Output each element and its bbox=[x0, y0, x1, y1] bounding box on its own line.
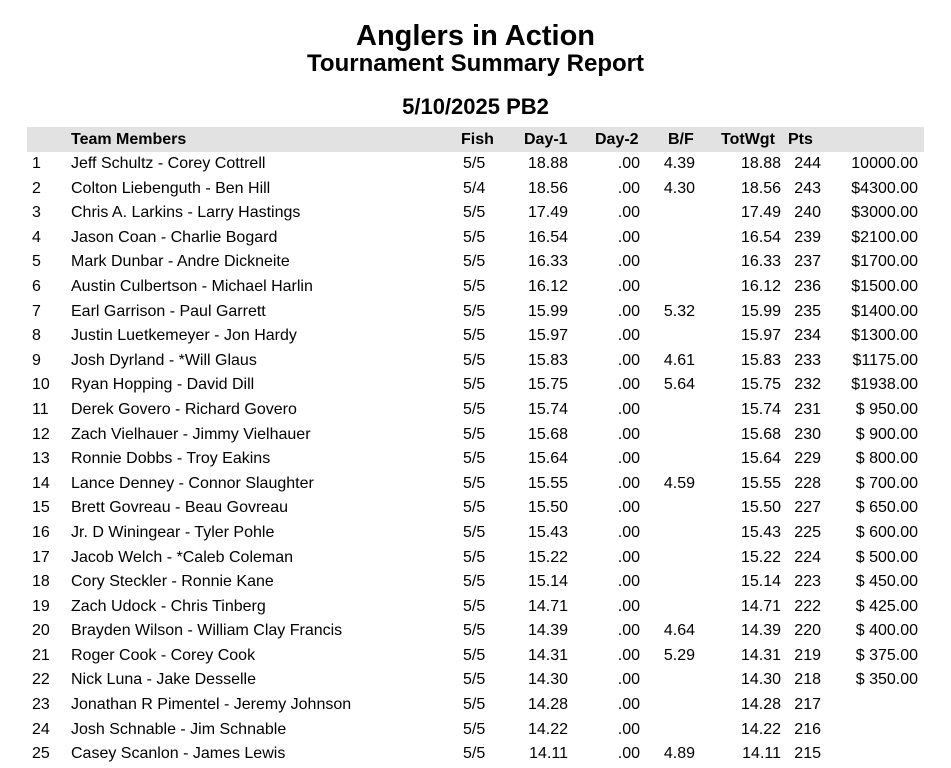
points-cell: 237 bbox=[794, 253, 821, 271]
place-cell: 22 bbox=[32, 671, 50, 689]
day1-weight-cell: 15.99 bbox=[527, 302, 568, 320]
points-cell: 244 bbox=[794, 155, 821, 172]
total-weight-cell: 15.83 bbox=[740, 351, 781, 369]
day2-weight-cell: .00 bbox=[617, 523, 640, 541]
place-cell: 10 bbox=[32, 376, 50, 394]
place-cell: 16 bbox=[32, 523, 50, 541]
total-weight-cell: 15.43 bbox=[740, 523, 781, 541]
team-members-cell: Lance Denney - Connor Slaughter bbox=[71, 474, 314, 492]
fish-cell: 5/4 bbox=[463, 179, 486, 197]
fish-cell: 5/5 bbox=[463, 277, 486, 295]
points-cell: 215 bbox=[794, 745, 821, 763]
team-members-cell: Zach Vielhauer - Jimmy Vielhauer bbox=[71, 425, 311, 443]
place-cell: 7 bbox=[32, 302, 41, 320]
table-row bbox=[0, 373, 951, 398]
day1-weight-cell: 15.83 bbox=[527, 351, 568, 369]
day1-weight-cell: 16.54 bbox=[527, 228, 568, 246]
fish-cell: 5/5 bbox=[463, 474, 486, 492]
table-row bbox=[0, 226, 951, 251]
day1-weight-cell: 14.31 bbox=[527, 646, 568, 664]
day1-weight-cell: 14.30 bbox=[527, 671, 568, 689]
big-fish-cell: 4.30 bbox=[663, 179, 695, 197]
table-row bbox=[0, 668, 951, 693]
points-cell: 218 bbox=[794, 671, 821, 689]
big-fish-cell: 4.64 bbox=[663, 622, 695, 640]
table-row bbox=[0, 644, 951, 669]
column-header-day2: Day-2 bbox=[595, 131, 639, 148]
place-cell: 9 bbox=[32, 351, 41, 369]
day1-weight-cell: 16.33 bbox=[527, 253, 568, 271]
total-weight-cell: 15.64 bbox=[740, 450, 781, 468]
day2-weight-cell: .00 bbox=[617, 302, 640, 320]
day2-weight-cell: .00 bbox=[617, 671, 640, 689]
total-weight-cell: 15.14 bbox=[740, 573, 781, 591]
team-members-cell: Justin Luetkemeyer - Jon Hardy bbox=[71, 327, 297, 345]
day2-weight-cell: .00 bbox=[617, 573, 640, 591]
day1-weight-cell: 15.68 bbox=[527, 425, 568, 443]
table-row bbox=[0, 201, 951, 226]
day2-weight-cell: .00 bbox=[617, 400, 640, 418]
day2-weight-cell: .00 bbox=[617, 474, 640, 492]
table-row bbox=[0, 496, 951, 521]
points-cell: 230 bbox=[794, 425, 821, 443]
prize-cell: $ 450.00 bbox=[855, 573, 918, 591]
day2-weight-cell: .00 bbox=[617, 179, 640, 197]
prize-cell: $1400.00 bbox=[851, 302, 918, 320]
place-cell: 2 bbox=[32, 179, 41, 197]
event-date-label: 5/10/2025 PB2 bbox=[402, 94, 549, 119]
total-weight-cell: 15.99 bbox=[740, 302, 781, 320]
table-row bbox=[0, 423, 951, 448]
points-cell: 224 bbox=[794, 548, 821, 566]
total-weight-cell: 14.11 bbox=[742, 745, 781, 763]
day2-weight-cell: .00 bbox=[617, 376, 640, 394]
day2-weight-cell: .00 bbox=[617, 646, 640, 664]
points-cell: 229 bbox=[794, 450, 821, 468]
fish-cell: 5/5 bbox=[463, 450, 486, 468]
total-weight-cell: 15.74 bbox=[740, 400, 781, 418]
table-row bbox=[0, 595, 951, 620]
total-weight-cell: 14.30 bbox=[740, 671, 781, 689]
day2-weight-cell: .00 bbox=[617, 450, 640, 468]
total-weight-cell: 16.54 bbox=[740, 228, 781, 246]
table-row bbox=[0, 177, 951, 202]
table-row bbox=[0, 521, 951, 546]
team-members-cell: Roger Cook - Corey Cook bbox=[71, 646, 256, 664]
place-cell: 15 bbox=[32, 499, 50, 517]
team-members-cell: Josh Dyrland - *Will Glaus bbox=[71, 351, 257, 369]
table-row bbox=[0, 152, 951, 177]
column-header-totwgt: TotWgt bbox=[721, 131, 775, 148]
team-members-cell: Nick Luna - Jake Desselle bbox=[71, 671, 256, 689]
prize-cell: $ 650.00 bbox=[855, 499, 918, 517]
points-cell: 222 bbox=[794, 597, 821, 615]
table-row bbox=[0, 324, 951, 349]
report-org-title: Anglers in Action bbox=[356, 20, 595, 52]
total-weight-cell: 15.97 bbox=[740, 327, 781, 345]
fish-cell: 5/5 bbox=[463, 400, 486, 418]
team-members-cell: Cory Steckler - Ronnie Kane bbox=[71, 573, 274, 591]
total-weight-cell: 15.55 bbox=[740, 474, 781, 492]
day2-weight-cell: .00 bbox=[617, 548, 640, 566]
points-cell: 228 bbox=[794, 474, 821, 492]
table-row bbox=[0, 472, 951, 497]
day1-weight-cell: 15.64 bbox=[527, 450, 568, 468]
team-members-cell: Colton Liebenguth - Ben Hill bbox=[71, 179, 271, 197]
team-members-cell: Jacob Welch - *Caleb Coleman bbox=[71, 548, 294, 566]
big-fish-cell: 4.61 bbox=[663, 351, 695, 369]
day2-weight-cell: .00 bbox=[617, 204, 640, 222]
table-row bbox=[0, 619, 951, 644]
total-weight-cell: 14.22 bbox=[740, 720, 781, 738]
prize-cell: $1175.00 bbox=[852, 351, 918, 369]
day1-weight-cell: 18.56 bbox=[527, 179, 568, 197]
day1-weight-cell: 14.39 bbox=[527, 622, 568, 640]
team-members-cell: Earl Garrison - Paul Garrett bbox=[71, 302, 266, 320]
place-cell: 18 bbox=[32, 573, 50, 591]
day2-weight-cell: .00 bbox=[617, 597, 640, 615]
total-weight-cell: 15.75 bbox=[740, 376, 781, 394]
table-row bbox=[0, 718, 951, 743]
points-cell: 233 bbox=[794, 351, 821, 369]
total-weight-cell: 14.28 bbox=[740, 696, 781, 714]
team-members-cell: Brett Govreau - Beau Govreau bbox=[71, 499, 288, 517]
points-cell: 243 bbox=[794, 179, 821, 197]
team-members-cell: Casey Scanlon - James Lewis bbox=[71, 745, 286, 763]
day2-weight-cell: .00 bbox=[617, 253, 640, 271]
team-members-cell: Jason Coan - Charlie Bogard bbox=[71, 228, 278, 246]
fish-cell: 5/5 bbox=[463, 376, 486, 394]
total-weight-cell: 14.71 bbox=[740, 597, 781, 615]
total-weight-cell: 15.50 bbox=[740, 499, 781, 517]
points-cell: 235 bbox=[794, 302, 821, 320]
results-table-body bbox=[0, 152, 951, 767]
table-row bbox=[0, 275, 951, 300]
table-row bbox=[0, 693, 951, 718]
fish-cell: 5/5 bbox=[463, 720, 486, 738]
team-members-cell: Zach Udock - Chris Tinberg bbox=[71, 597, 266, 615]
day1-weight-cell: 16.12 bbox=[527, 277, 568, 295]
day1-weight-cell: 15.74 bbox=[527, 400, 568, 418]
team-members-cell: Mark Dunbar - Andre Dickneite bbox=[71, 253, 290, 271]
prize-cell: $1700.00 bbox=[851, 253, 918, 271]
table-row bbox=[0, 447, 951, 472]
column-header-pts: Pts bbox=[788, 131, 813, 148]
fish-cell: 5/5 bbox=[463, 351, 486, 369]
points-cell: 234 bbox=[794, 327, 821, 345]
fish-cell: 5/5 bbox=[463, 745, 486, 763]
day1-weight-cell: 15.22 bbox=[527, 548, 568, 566]
place-cell: 6 bbox=[32, 277, 41, 295]
place-cell: 19 bbox=[32, 597, 50, 615]
prize-cell: $ 425.00 bbox=[855, 597, 918, 615]
column-header-day1: Day-1 bbox=[524, 131, 568, 148]
team-members-cell: Jr. D Winingear - Tyler Pohle bbox=[71, 523, 275, 541]
place-cell: 23 bbox=[32, 696, 50, 714]
prize-cell: 10000.00 bbox=[851, 155, 918, 172]
prize-cell: $ 600.00 bbox=[855, 523, 918, 541]
total-weight-cell: 16.33 bbox=[740, 253, 781, 271]
table-row bbox=[0, 742, 951, 767]
day2-weight-cell: .00 bbox=[617, 351, 640, 369]
place-cell: 24 bbox=[32, 720, 50, 738]
day2-weight-cell: .00 bbox=[617, 327, 640, 345]
total-weight-cell: 14.39 bbox=[740, 622, 781, 640]
table-row bbox=[0, 300, 951, 325]
team-members-cell: Josh Schnable - Jim Schnable bbox=[71, 720, 287, 738]
day1-weight-cell: 14.22 bbox=[527, 720, 568, 738]
total-weight-cell: 17.49 bbox=[740, 204, 781, 222]
points-cell: 223 bbox=[794, 573, 821, 591]
place-cell: 11 bbox=[32, 400, 49, 418]
day1-weight-cell: 15.14 bbox=[527, 573, 568, 591]
day2-weight-cell: .00 bbox=[617, 228, 640, 246]
day2-weight-cell: .00 bbox=[617, 745, 640, 763]
prize-cell: $ 375.00 bbox=[855, 646, 918, 664]
prize-cell: $ 350.00 bbox=[855, 671, 918, 689]
fish-cell: 5/5 bbox=[463, 253, 486, 271]
place-cell: 17 bbox=[32, 548, 50, 566]
prize-cell: $ 500.00 bbox=[855, 548, 918, 566]
table-row bbox=[0, 398, 951, 423]
prize-cell: $1500.00 bbox=[851, 277, 918, 295]
total-weight-cell: 18.56 bbox=[740, 179, 781, 197]
place-cell: 5 bbox=[32, 253, 41, 271]
day2-weight-cell: .00 bbox=[617, 425, 640, 443]
table-row bbox=[0, 546, 951, 571]
day2-weight-cell: .00 bbox=[617, 499, 640, 517]
fish-cell: 5/5 bbox=[463, 425, 486, 443]
day1-weight-cell: 14.28 bbox=[527, 696, 568, 714]
total-weight-cell: 16.12 bbox=[740, 277, 781, 295]
total-weight-cell: 15.68 bbox=[740, 425, 781, 443]
place-cell: 13 bbox=[32, 450, 50, 468]
prize-cell: $ 950.00 bbox=[855, 400, 918, 418]
team-members-cell: Chris A. Larkins - Larry Hastings bbox=[71, 204, 301, 222]
day2-weight-cell: .00 bbox=[617, 155, 640, 172]
prize-cell: $1300.00 bbox=[851, 327, 918, 345]
fish-cell: 5/5 bbox=[463, 573, 486, 591]
fish-cell: 5/5 bbox=[463, 155, 486, 172]
day1-weight-cell: 18.88 bbox=[527, 155, 568, 172]
team-members-cell: Brayden Wilson - William Clay Francis bbox=[71, 622, 343, 640]
prize-cell: $ 800.00 bbox=[855, 450, 918, 468]
day1-weight-cell: 15.50 bbox=[527, 499, 568, 517]
prize-cell: $3000.00 bbox=[851, 204, 918, 222]
total-weight-cell: 18.88 bbox=[740, 155, 781, 172]
day1-weight-cell: 15.43 bbox=[527, 523, 568, 541]
points-cell: 216 bbox=[794, 720, 821, 738]
team-members-cell: Austin Culbertson - Michael Harlin bbox=[71, 277, 313, 295]
column-header-fish: Fish bbox=[461, 131, 494, 148]
points-cell: 239 bbox=[794, 228, 821, 246]
day2-weight-cell: .00 bbox=[617, 277, 640, 295]
team-members-cell: Jeff Schultz - Corey Cottrell bbox=[71, 155, 266, 172]
points-cell: 227 bbox=[794, 499, 821, 517]
day1-weight-cell: 15.75 bbox=[527, 376, 568, 394]
prize-cell: $1938.00 bbox=[851, 376, 918, 394]
fish-cell: 5/5 bbox=[463, 302, 486, 320]
place-cell: 3 bbox=[32, 204, 41, 222]
table-row bbox=[0, 570, 951, 595]
big-fish-cell: 5.29 bbox=[663, 646, 695, 664]
big-fish-cell: 4.89 bbox=[663, 745, 695, 763]
points-cell: 217 bbox=[794, 696, 821, 714]
prize-cell: $ 400.00 bbox=[855, 622, 918, 640]
fish-cell: 5/5 bbox=[463, 548, 486, 566]
day1-weight-cell: 17.49 bbox=[527, 204, 568, 222]
prize-cell: $ 900.00 bbox=[855, 425, 918, 443]
fish-cell: 5/5 bbox=[463, 671, 486, 689]
team-members-cell: Jonathan R Pimentel - Jeremy Johnson bbox=[71, 696, 352, 714]
big-fish-cell: 5.64 bbox=[663, 376, 695, 394]
day1-weight-cell: 15.55 bbox=[527, 474, 568, 492]
prize-cell: $ 700.00 bbox=[855, 474, 918, 492]
day1-weight-cell: 15.97 bbox=[527, 327, 568, 345]
place-cell: 8 bbox=[32, 327, 41, 345]
fish-cell: 5/5 bbox=[463, 523, 486, 541]
table-row bbox=[0, 250, 951, 275]
place-cell: 1 bbox=[32, 155, 41, 172]
place-cell: 14 bbox=[32, 474, 50, 492]
fish-cell: 5/5 bbox=[463, 696, 486, 714]
place-cell: 4 bbox=[32, 228, 41, 246]
table-header bbox=[27, 127, 924, 152]
points-cell: 231 bbox=[794, 400, 821, 418]
total-weight-cell: 14.31 bbox=[740, 646, 781, 664]
fish-cell: 5/5 bbox=[463, 228, 486, 246]
day2-weight-cell: .00 bbox=[617, 622, 640, 640]
total-weight-cell: 15.22 bbox=[740, 548, 781, 566]
points-cell: 219 bbox=[794, 646, 821, 664]
prize-cell: $2100.00 bbox=[851, 228, 918, 246]
report-title: Tournament Summary Report bbox=[307, 50, 644, 77]
prize-cell: $4300.00 bbox=[851, 179, 918, 197]
big-fish-cell: 4.39 bbox=[663, 155, 695, 172]
points-cell: 236 bbox=[794, 277, 821, 295]
day1-weight-cell: 14.71 bbox=[527, 597, 568, 615]
column-header-team: Team Members bbox=[71, 131, 187, 148]
day1-weight-cell: 14.11 bbox=[529, 745, 568, 763]
place-cell: 21 bbox=[32, 646, 50, 664]
team-members-cell: Ronnie Dobbs - Troy Eakins bbox=[71, 450, 271, 468]
fish-cell: 5/5 bbox=[463, 622, 486, 640]
big-fish-cell: 4.59 bbox=[663, 474, 695, 492]
fish-cell: 5/5 bbox=[463, 646, 486, 664]
fish-cell: 5/5 bbox=[463, 327, 486, 345]
points-cell: 232 bbox=[794, 376, 821, 394]
fish-cell: 5/5 bbox=[463, 499, 486, 517]
day2-weight-cell: .00 bbox=[617, 696, 640, 714]
big-fish-cell: 5.32 bbox=[663, 302, 695, 320]
points-cell: 220 bbox=[794, 622, 821, 640]
day2-weight-cell: .00 bbox=[617, 720, 640, 738]
place-cell: 12 bbox=[32, 425, 50, 443]
place-cell: 25 bbox=[32, 745, 50, 763]
team-members-cell: Ryan Hopping - David Dill bbox=[71, 376, 255, 394]
points-cell: 240 bbox=[794, 204, 821, 222]
points-cell: 225 bbox=[794, 523, 821, 541]
fish-cell: 5/5 bbox=[463, 597, 486, 615]
table-row bbox=[0, 349, 951, 374]
team-members-cell: Derek Govero - Richard Govero bbox=[71, 400, 297, 418]
place-cell: 20 bbox=[32, 622, 50, 640]
fish-cell: 5/5 bbox=[463, 204, 486, 222]
column-header-bf: B/F bbox=[668, 131, 694, 148]
